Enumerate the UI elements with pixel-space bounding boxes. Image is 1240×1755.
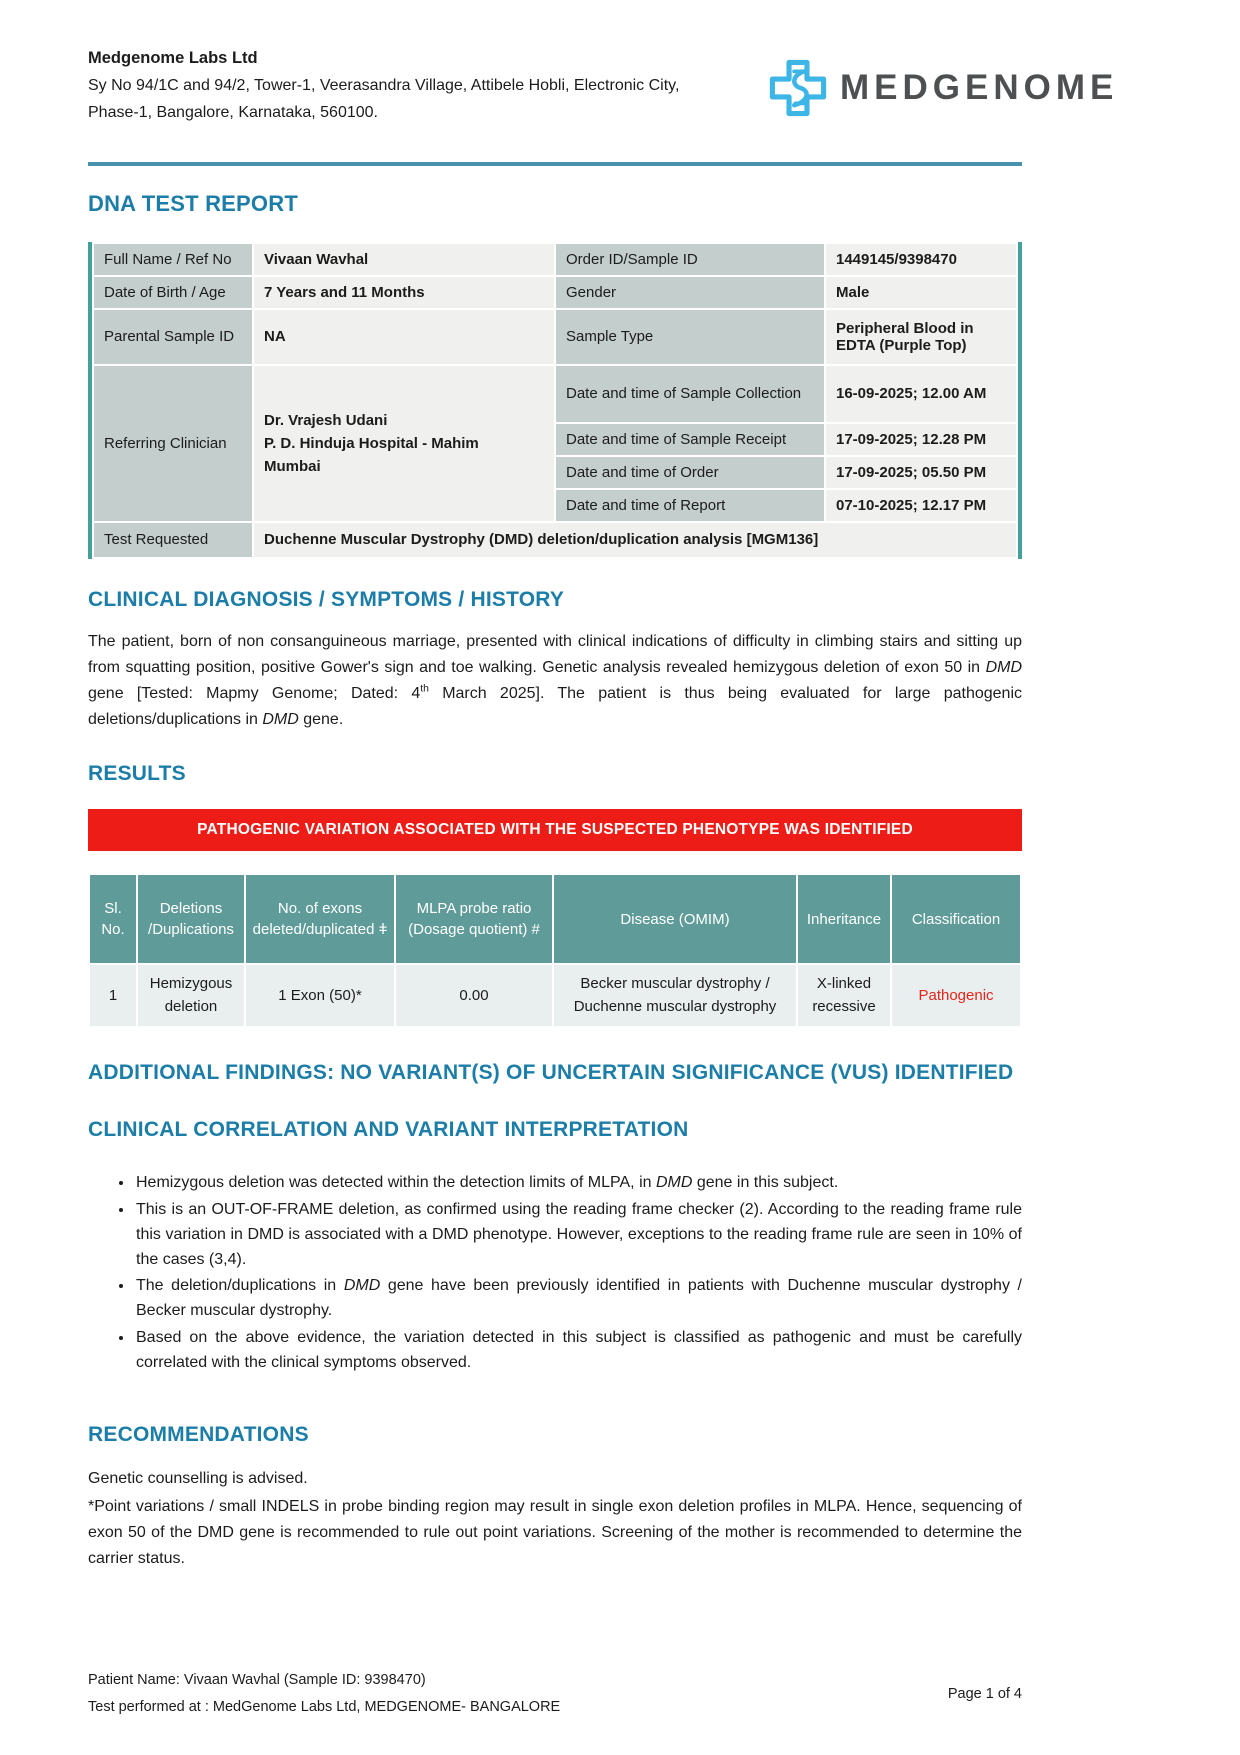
- gender-label: Gender: [556, 277, 824, 308]
- clinical-history-paragraph: The patient, born of non consanguineous marriage, presented with clinical indications of difficulty in climbing stairs and sitting up from squatting position, positive Gower's sign and toe walking. Genetic analysis revealed hemizygous deletion of exon 50 in DMD gene [Tested: Mapmy Genome; Dated: 4th March 2025]. The patient is thus being evaluated for large pathogenic deletions/duplications in DMD gene.: [88, 633, 1023, 729]
- correlation-bullet-3: • The deletion/duplications in DMD gene have been previously identified in patients with Duchenne muscular dystrophy / Becker muscular dystrophy.: [134, 1274, 1022, 1324]
- cell-deletion-type: Hemizygous deletion: [138, 965, 244, 1026]
- test-requested-label: Test Requested: [94, 523, 252, 557]
- sample-receipt-value: 17-09-2025; 12.28 PM: [826, 424, 1016, 455]
- additional-findings-heading: ADDITIONAL FINDINGS: NO VARIANT(S) OF UNCERTAIN SIGNIFICANCE (VUS) IDENTIFIED: [88, 1061, 1014, 1085]
- clinical-history-heading: CLINICAL DIAGNOSIS / SYMPTOMS / HISTORY: [88, 587, 565, 611]
- parental-sample-value: NA: [254, 310, 554, 364]
- letterhead: [88, 44, 1119, 140]
- col-header-mlpa-ratio: MLPA probe ratio (Dosage quotient) #: [396, 875, 552, 963]
- cell-inheritance: X-linked recessive: [798, 965, 890, 1026]
- referring-clinician-label: Referring Clinician: [94, 366, 252, 521]
- cell-sl-no: 1: [90, 965, 136, 1026]
- report-datetime-value: 07-10-2025; 12.17 PM: [826, 490, 1016, 521]
- header-divider: [88, 162, 1022, 166]
- dna-helix-cross-icon: [766, 56, 830, 120]
- recommendations-heading: RECOMMENDATIONS: [88, 1422, 309, 1446]
- pathogenic-result-banner: PATHOGENIC VARIATION ASSOCIATED WITH THE SUSPECTED PHENOTYPE WAS IDENTIFIED: [88, 809, 1022, 851]
- medgenome-logo: [766, 56, 1118, 120]
- correlation-bullet-1: • Hemizygous deletion was detected within the detection limits of MLPA, in DMD gene in this subject.: [134, 1171, 1022, 1196]
- parental-sample-label: Parental Sample ID: [94, 310, 252, 364]
- sample-type-label: Sample Type: [556, 310, 824, 364]
- full-name-value: Vivaan Wavhal: [254, 244, 554, 275]
- clinician-hospital: P. D. Hinduja Hospital - Mahim: [264, 434, 479, 452]
- results-heading: RESULTS: [88, 761, 186, 785]
- order-id-label: Order ID/Sample ID: [556, 244, 824, 275]
- col-header-classification: Classification: [892, 875, 1020, 963]
- col-header-disease: Disease (OMIM): [554, 875, 796, 963]
- correlation-bullet-2: • This is an OUT-OF-FRAME deletion, as confirmed using the reading frame checker (2). According to the reading frame rule this variation in DMD is associated with a DMD phenotype. However, exceptions to the reading frame rule are seen in 10% of the cases (3,4).: [134, 1198, 1022, 1272]
- order-datetime-label: Date and time of Order: [556, 457, 824, 488]
- correlation-bullet-list: [134, 1171, 1022, 1375]
- clinician-city: Mumbai: [264, 458, 321, 476]
- clinical-correlation-heading: CLINICAL CORRELATION AND VARIANT INTERPRETATION: [88, 1117, 689, 1141]
- dob-value: 7 Years and 11 Months: [254, 277, 554, 308]
- correlation-bullet-4: • Based on the above evidence, the variation detected in this subject is classified as pathogenic and must be carefully correlated with the clinical symptoms observed.: [134, 1326, 1022, 1376]
- recommendations-line1: Genetic counselling is advised.: [88, 1470, 308, 1488]
- sample-collection-label: Date and time of Sample Collection: [556, 366, 824, 422]
- patient-info-table: [88, 242, 1022, 559]
- cell-probe-ratio: 0.00: [396, 965, 552, 1026]
- results-table: [88, 873, 1022, 1028]
- col-header-inheritance: Inheritance: [798, 875, 890, 963]
- page-title: DNA TEST REPORT: [88, 191, 298, 216]
- sample-receipt-label: Date and time of Sample Receipt: [556, 424, 824, 455]
- recommendations-paragraph: *Point variations / small INDELS in probe binding region may result in single exon deletion profiles in MLPA. Hence, sequencing of exon 50 of the DMD gene is recommended to rule out point variations. Screening of the mother is recommended to determine the carrier status.: [88, 1497, 1022, 1567]
- col-header-deletions: Deletions /Duplications: [138, 875, 244, 963]
- full-name-label: Full Name / Ref No: [94, 244, 252, 275]
- footer-performed-at: Test performed at : MedGenome Labs Ltd, MEDGENOME- BANGALORE: [88, 1699, 561, 1716]
- results-table-header-row: [90, 875, 1020, 963]
- sample-type-value: Peripheral Blood in EDTA (Purple Top): [826, 310, 1016, 364]
- report-datetime-label: Date and time of Report: [556, 490, 824, 521]
- logo-wordmark: MEDGENOME: [840, 68, 1119, 107]
- cell-classification: Pathogenic: [892, 965, 1020, 1026]
- page-footer: [88, 1667, 1022, 1721]
- gender-value: Male: [826, 277, 1016, 308]
- dob-label: Date of Birth / Age: [94, 277, 252, 308]
- cell-exons: 1 Exon (50)*: [246, 965, 394, 1026]
- referring-clinician-value: [254, 366, 554, 521]
- company-name: Medgenome Labs Ltd: [88, 49, 258, 67]
- clinician-name: Dr. Vrajesh Udani: [264, 411, 388, 429]
- col-header-exons: No. of exons deleted/duplicated ǂ: [246, 875, 394, 963]
- test-requested-value: Duchenne Muscular Dystrophy (DMD) deletion/duplication analysis [MGM136]: [254, 523, 1016, 557]
- order-id-value: 1449145/9398470: [826, 244, 1016, 275]
- company-address-line2: Phase-1, Bangalore, Karnataka, 560100.: [88, 104, 378, 122]
- footer-page-number: Page 1 of 4: [947, 1686, 1022, 1703]
- sample-collection-value: 16-09-2025; 12.00 AM: [826, 366, 1016, 422]
- cell-disease: Becker muscular dystrophy / Duchenne muscular dystrophy: [554, 965, 796, 1026]
- footer-patient-name: Patient Name: Vivaan Wavhal (Sample ID: 9398470): [88, 1672, 426, 1689]
- col-header-sl-no: Sl. No.: [90, 875, 136, 963]
- company-address-line1: Sy No 94/1C and 94/2, Tower-1, Veerasandra Village, Attibele Hobli, Electronic City,: [88, 77, 680, 95]
- order-datetime-value: 17-09-2025; 05.50 PM: [826, 457, 1016, 488]
- results-table-row: [90, 965, 1020, 1026]
